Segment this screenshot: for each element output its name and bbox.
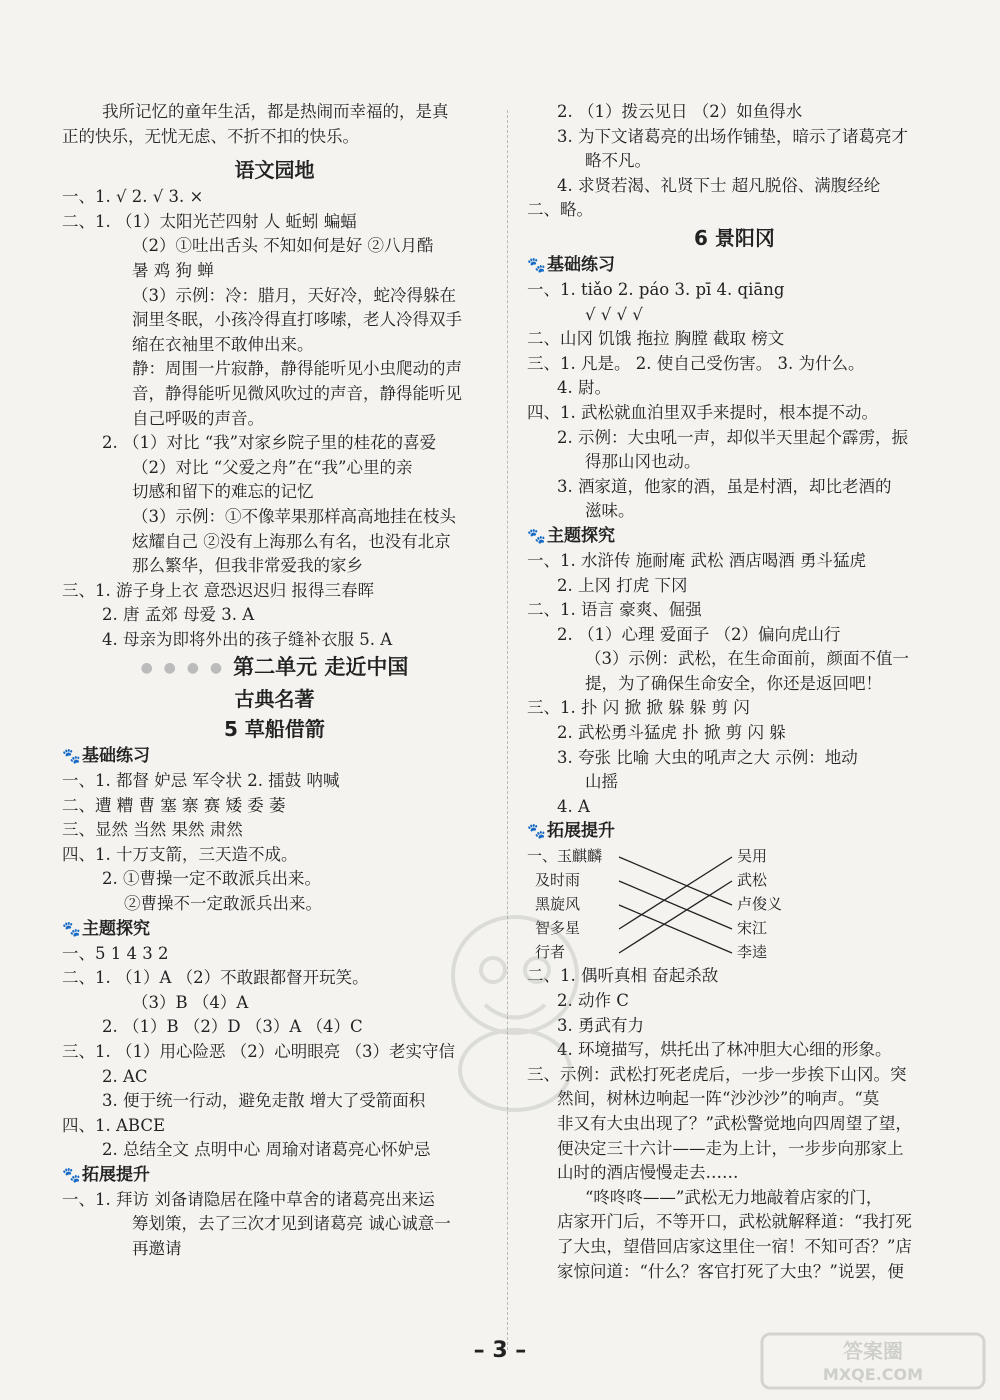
answer-line: 音，静得能听见微风吹过的声音，静得能听见 (132, 383, 462, 403)
answer-line: 滋味。 (585, 501, 635, 521)
answer-line: “咚咚咚——”武松无力地敲着店家的门， (585, 1187, 883, 1207)
match-right-item: 卢俊义 (737, 895, 783, 914)
answer-line: （2）对比 “父爱之舟”在“我”心里的亲 (132, 457, 413, 477)
answer-line: 4. 环境描写，烘托出了林冲胆大心细的形象。 (557, 1040, 892, 1060)
paw-icon: 🐾 (527, 822, 546, 841)
answer-line: 3. 为下文诸葛亮的出场作铺垫，暗示了诸葛亮才 (557, 126, 908, 146)
match-connector-line (619, 881, 732, 929)
paw-icon: 🐾 (62, 746, 81, 765)
subsection-header (527, 524, 942, 549)
subsection-header (527, 819, 942, 844)
answer-line: 店家开门后，不等开口，武松就解释道：“我打死 (557, 1212, 912, 1232)
answer-line: ②曹操不一定敢派兵出来。 (124, 893, 322, 913)
answer-line: 提，为了确保生命安全，你还是返回吧！ (585, 673, 882, 693)
answer-line: 3. 便于统一行动，避免走散 增大了受箭面积 (102, 1091, 426, 1111)
answer-line: 四、1. 十万支箭，三天造不成。 (62, 844, 298, 864)
column-divider (507, 110, 508, 1350)
match-connector-line (619, 905, 732, 953)
section-heading: 6 景阳冈 (694, 225, 775, 250)
answer-line: 缩在衣袖里不敢伸出来。 (132, 334, 314, 354)
unit-title: 第二单元 走近中国 (233, 655, 409, 680)
answer-line: 2. AC (102, 1066, 148, 1086)
answer-line: 3. 酒家道，他家的酒，虽是村酒，却比老酒的 (557, 476, 892, 496)
answer-line: 一、1. √ 2. √ 3. × (62, 187, 204, 207)
subsection-header (62, 1163, 487, 1188)
answer-line: 一、1. 都督 妒忌 军令状 2. 擂鼓 呐喊 (62, 770, 340, 790)
answer-line: 三、1. 游子身上衣 意恐迟迟归 报得三春晖 (62, 580, 374, 600)
paw-icon: 🐾 (62, 919, 81, 938)
match-left-item: 及时雨 (535, 871, 581, 890)
match-left-item: 行者 (535, 943, 566, 962)
answer-line: （3）示例：武松，在生命面前，颜面不值一 (585, 649, 909, 669)
answer-line: 2. （1）心理 爱面子 （2）偏向虎山行 (557, 624, 841, 644)
match-left-item: 智多星 (535, 919, 581, 938)
answer-line: 3. 勇武有力 (557, 1015, 644, 1035)
heading (527, 223, 942, 253)
answer-line: 山摇 (585, 772, 618, 792)
answer-line: 四、1. ABCE (62, 1115, 166, 1135)
svg-text:MXQE.COM: MXQE.COM (822, 1365, 924, 1384)
answer-line: 4. 母亲为即将外出的孩子缝补衣服 5. A (102, 629, 393, 649)
answer-line: √ √ √ √ (585, 304, 643, 324)
answer-line: 二、1. （1）太阳光芒四射 人 蚯蚓 蝙蝠 (62, 211, 357, 231)
svg-text:答案圈: 答案圈 (843, 1339, 903, 1363)
answer-line: （2）①吐出舌头 不知如何是好 ②八月酷 (132, 236, 434, 256)
subsection-title: 基础练习 (82, 745, 150, 766)
answer-line: 2. 上冈 打虎 下冈 (557, 575, 688, 595)
answer-line: 3. 夸张 比喻 大虫的吼声之大 示例：地动 (557, 747, 858, 767)
answer-line: 筹划策，去了三次才见到诸葛亮 诚心诚意一 (132, 1214, 451, 1234)
answer-line: 4. A (557, 796, 590, 816)
answer-line: 2. ①曹操一定不敢派兵出来。 (102, 869, 321, 889)
match-connector-line (619, 857, 732, 905)
paw-icon: 🐾 (527, 255, 546, 274)
answer-line: 2. （1）B （2）D （3）A （4）C (102, 1017, 363, 1037)
answer-line: （3）示例：冷：腊月，天好冷，蛇冷得躲在 (132, 285, 456, 305)
answer-line: 一、1. tiǎo 2. páo 3. pī 4. qiāng (527, 279, 785, 299)
answer-line: 自己呼吸的声音。 (132, 408, 264, 428)
answer-line: 暑 鸡 狗 蝉 (132, 260, 214, 280)
left-column (62, 100, 487, 1262)
answer-line: 二、1. 偶听真相 奋起杀敌 (527, 966, 719, 986)
subsection-header (62, 744, 487, 769)
answer-line: 略不凡。 (585, 151, 651, 171)
matching-prefix: 一、 (527, 847, 558, 866)
heading (62, 155, 487, 185)
answer-line: 家惊问道：“什么？客官打死了大虫？”说罢，便 (557, 1261, 904, 1281)
paw-icon: 🐾 (527, 526, 546, 545)
match-left-item: 黑旋风 (535, 895, 581, 914)
answer-line: 切感和留下的难忘的记忆 (132, 482, 314, 502)
answer-line: 三、显然 当然 果然 肃然 (62, 820, 243, 840)
match-connector-line (619, 881, 732, 953)
answer-line: 我所记忆的童年生活，都是热闹而幸福的，是真 (102, 102, 449, 121)
paw-icon: 🐾 (62, 1165, 81, 1184)
answer-line: 再邀请 (132, 1239, 182, 1259)
answer-line: 2. 总结全文 点明中心 周瑜对诸葛亮心怀妒忌 (102, 1140, 431, 1160)
answer-line: 2. （1）对比 “我”对家乡院子里的桂花的喜爱 (102, 433, 437, 453)
match-connector-line (619, 857, 732, 929)
answer-line: 洞里冬眠，小孩冷得直打哆嗦，老人冷得双手 (132, 310, 462, 330)
match-left-item: 玉麒麟 (557, 847, 603, 866)
section-heading: 5 草船借箭 (224, 716, 325, 741)
site-watermark-logo (758, 1330, 988, 1392)
answer-line: （3）B （4）A (132, 992, 249, 1012)
answer-line: 二、1. （1）A （2）不敢跟都督开玩笑。 (62, 968, 369, 988)
match-right-item: 吴用 (737, 847, 768, 866)
match-right-item: 宋江 (737, 919, 768, 938)
answer-line: 然间，树林边响起一阵“沙沙沙”的响声。“莫 (557, 1089, 880, 1109)
answer-line: 2. 唐 孟郊 母爱 3. A (102, 605, 255, 625)
answer-line: 二、略。 (527, 200, 593, 220)
decor-dots-icon: ● ● ● ● (140, 659, 226, 676)
page-number: – 3 – (473, 1338, 527, 1363)
answer-line: 三、1. 扑 闪 掀 掀 躲 躲 剪 闪 (527, 698, 750, 718)
answer-line: 三、1. （1）用心险恶 （2）心明眼亮 （3）老实守信 (62, 1041, 455, 1061)
answer-line: 一、1. 水浒传 施耐庵 武松 酒店喝酒 勇斗猛虎 (527, 550, 866, 570)
subsection-header (527, 253, 942, 278)
answer-line: 得那山冈也动。 (585, 452, 701, 472)
heading (62, 684, 487, 714)
answer-line: 炫耀自己 ②没有上海那么有名，也没有北京 (132, 531, 451, 551)
subsection-title: 主题探究 (82, 918, 150, 939)
section-heading: 古典名著 (234, 686, 315, 711)
answer-line: 二、遭 糟 曹 塞 寨 赛 矮 委 萎 (62, 795, 286, 815)
answer-line: 2. 武松勇斗猛虎 扑 掀 剪 闪 躲 (557, 723, 786, 743)
answer-line: 那么繁华，但我非常爱我的家乡 (132, 556, 363, 576)
subsection-title: 主题探究 (547, 525, 615, 546)
subsection-title: 拓展提升 (82, 1164, 150, 1185)
answer-line: 正的快乐，无忧无虑、不折不扣的快乐。 (62, 126, 359, 146)
match-right-item: 武松 (737, 871, 768, 890)
answer-line: 静：周围一片寂静，静得能听见小虫爬动的声 (132, 359, 462, 379)
answer-line: （3）示例：①不像苹果那样高高地挂在枝头 (132, 506, 456, 526)
answer-line: 2. 示例：大虫吼一声，却似半天里起个霹雳，振 (557, 427, 908, 447)
answer-line: 2. （1）拨云见日 （2）如鱼得水 (557, 102, 803, 121)
subsection-title: 基础练习 (547, 254, 615, 275)
mascot-watermark-icon (425, 905, 605, 1115)
answer-line: 四、1. 武松就血泊里双手来提时，根本提不动。 (527, 402, 878, 422)
unit-header (62, 652, 487, 684)
answer-line: 三、示例：武松打死老虎后，一步一步挨下山冈。突 (527, 1064, 907, 1084)
section-heading: 语文园地 (234, 158, 315, 183)
subsection-header (62, 917, 487, 942)
answer-line: 三、1. 凡是。 2. 使自己受伤害。 3. 为什么。 (527, 353, 865, 373)
answer-line: 便决定三十六计——走为上计，一步步向那家上 (557, 1138, 904, 1158)
answer-line: 2. 动作 C (557, 991, 629, 1011)
answer-line: 二、山冈 饥饿 拖拉 胸膛 截取 榜文 (527, 329, 785, 349)
answer-line: 4. 尉。 (557, 378, 611, 398)
answer-line: 非又有大虫出现了？”武松警觉地向四周望了望， (557, 1114, 912, 1133)
match-right-item: 李逵 (737, 943, 768, 962)
answer-line: 一、5 1 4 3 2 (62, 943, 169, 963)
answer-line: 一、1. 拜访 刘备请隐居在隆中草舍的诸葛亮出来运 (62, 1189, 435, 1209)
answer-line: 二、1. 语言 豪爽、倔强 (527, 600, 702, 620)
subsection-title: 拓展提升 (547, 821, 615, 842)
answer-line: 山时的酒店慢慢走去…… (557, 1163, 739, 1183)
answer-line: 了大虫，望借回店家这里住一宿！不知可否？”店 (557, 1236, 912, 1256)
answer-line: 4. 求贤若渴、礼贤下士 超凡脱俗、满腹经纶 (557, 175, 881, 195)
heading (62, 714, 487, 744)
